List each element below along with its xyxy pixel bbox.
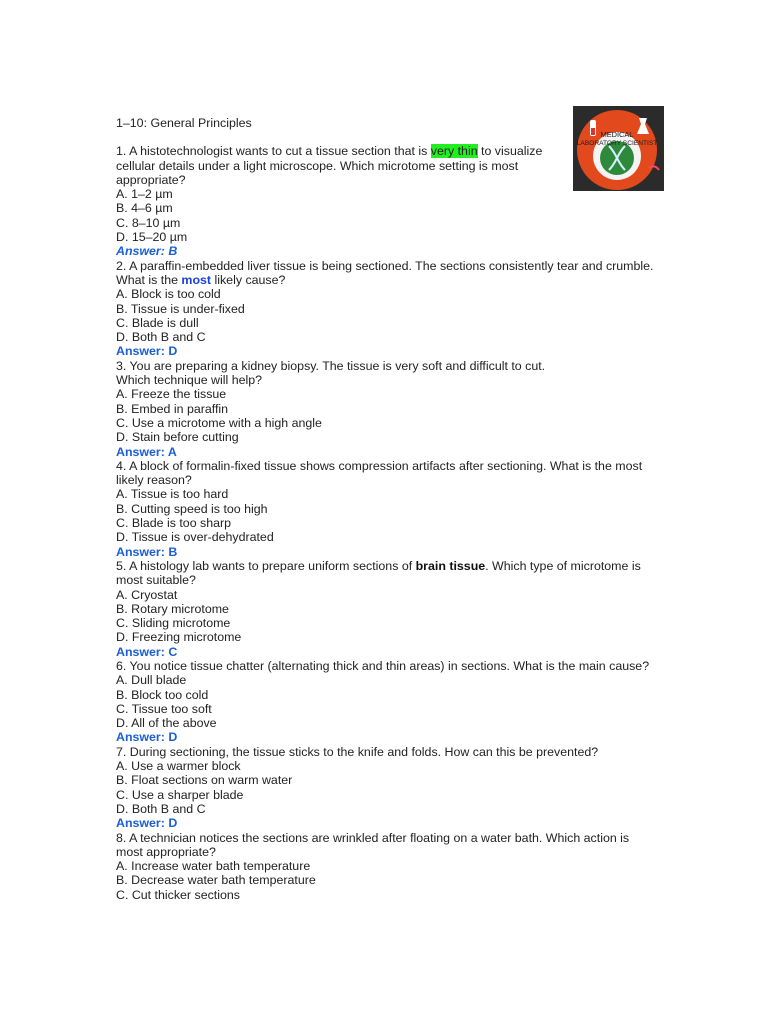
q7-option-c: C. Use a sharper blade (116, 787, 244, 802)
q5-answer: Answer: C (116, 644, 178, 659)
q6-answer: Answer: D (116, 730, 178, 745)
q1-option-b: B. 4–6 µm (116, 201, 173, 216)
question-2-text: 2. A paraffin-embedded liver tissue is being sectioned. The sections consistently tear and crumble. (116, 258, 654, 273)
q8-option-a: A. Increase water bath temperature (116, 859, 311, 874)
question-4-text: 4. A block of formalin-fixed tissue shows compression artifacts after sectioning. What is the most likely reason? (116, 458, 643, 488)
question-6-text: 6. You notice tissue chatter (alternating thick and thin areas) in sections. What is the main cause? (116, 658, 650, 673)
q3-option-b: B. Embed in paraffin (116, 401, 229, 416)
q2-option-d: D. Both B and C (116, 330, 206, 345)
q8-option-c: C. Cut thicker sections (116, 887, 240, 902)
question-8-text: 8. A technician notices the sections are wrinkled after floating on a water bath. Which action is most appropriate? (116, 830, 630, 859)
q5-option-d: D. Freezing microtome (116, 630, 242, 645)
emphasized-phrase: brain tissue (415, 558, 486, 573)
q4-option-d: D. Tissue is over-dehydrated (116, 530, 274, 545)
q1-answer: Answer: B (116, 244, 178, 259)
q4-option-c: C. Blade is too sharp (116, 516, 232, 531)
q3-option-a: A. Freeze the tissue (116, 387, 227, 402)
question-7-text: 7. During sectioning, the tissue sticks to the knife and folds. How can this be prevented? (116, 744, 599, 759)
q5-option-a: A. Cryostat (116, 587, 178, 602)
q6-option-c: C. Tissue too soft (116, 701, 212, 716)
question-3-subtext: Which technique will help? (116, 373, 263, 388)
q3-answer: Answer: A (116, 444, 177, 459)
question-5-text: 5. A histology lab wants to prepare uniform sections of brain tissue. Which type of microtome is most suitable? (116, 558, 641, 588)
q8-option-b: B. Decrease water bath temperature (116, 873, 316, 888)
q6-option-d: D. All of the above (116, 716, 217, 731)
q2-answer: Answer: D (116, 344, 178, 359)
q5-option-b: B. Rotary microtome (116, 601, 229, 616)
q4-option-a: A. Tissue is too hard (116, 487, 229, 502)
svg-text:LABORATORY SCIENTIST: LABORATORY SCIENTIST (576, 140, 658, 147)
q3-option-c: C. Use a microtome with a high angle (116, 415, 322, 430)
q2-option-b: B. Tissue is under-fixed (116, 301, 245, 316)
q2-option-a: A. Block is too cold (116, 287, 221, 302)
question-1-text: 1. A histotechnologist wants to cut a tissue section that is very thin to visualize cellular details under a light microscope. Which microtome setting is most appropriate? (116, 144, 543, 187)
highlighted-phrase: very thin (430, 144, 478, 159)
svg-text:MEDICAL: MEDICAL (600, 130, 634, 139)
q2-option-c: C. Blade is dull (116, 315, 199, 330)
q7-option-d: D. Both B and C (116, 801, 206, 816)
q1-option-d: D. 15–20 µm (116, 230, 188, 245)
question-2-subtext: What is the most likely cause? (116, 272, 286, 287)
emphasized-word: most (181, 272, 212, 287)
q4-option-b: B. Cutting speed is too high (116, 501, 268, 516)
q3-option-d: D. Stain before cutting (116, 430, 239, 445)
q7-option-a: A. Use a warmer block (116, 759, 241, 774)
q5-option-c: C. Sliding microtome (116, 616, 231, 631)
q6-option-a: A. Dull blade (116, 673, 187, 688)
section-heading: 1–10: General Principles (116, 116, 252, 130)
document-body (116, 116, 656, 902)
q1-option-a: A. 1–2 µm (116, 187, 173, 202)
q7-option-b: B. Float sections on warm water (116, 773, 293, 788)
question-3-text: 3. You are preparing a kidney biopsy. The tissue is very soft and difficult to cut. (116, 358, 546, 373)
q1-option-c: C. 8–10 µm (116, 215, 181, 230)
q7-answer: Answer: D (116, 816, 178, 831)
q6-option-b: B. Block too cold (116, 687, 209, 702)
q4-answer: Answer: B (116, 544, 178, 559)
